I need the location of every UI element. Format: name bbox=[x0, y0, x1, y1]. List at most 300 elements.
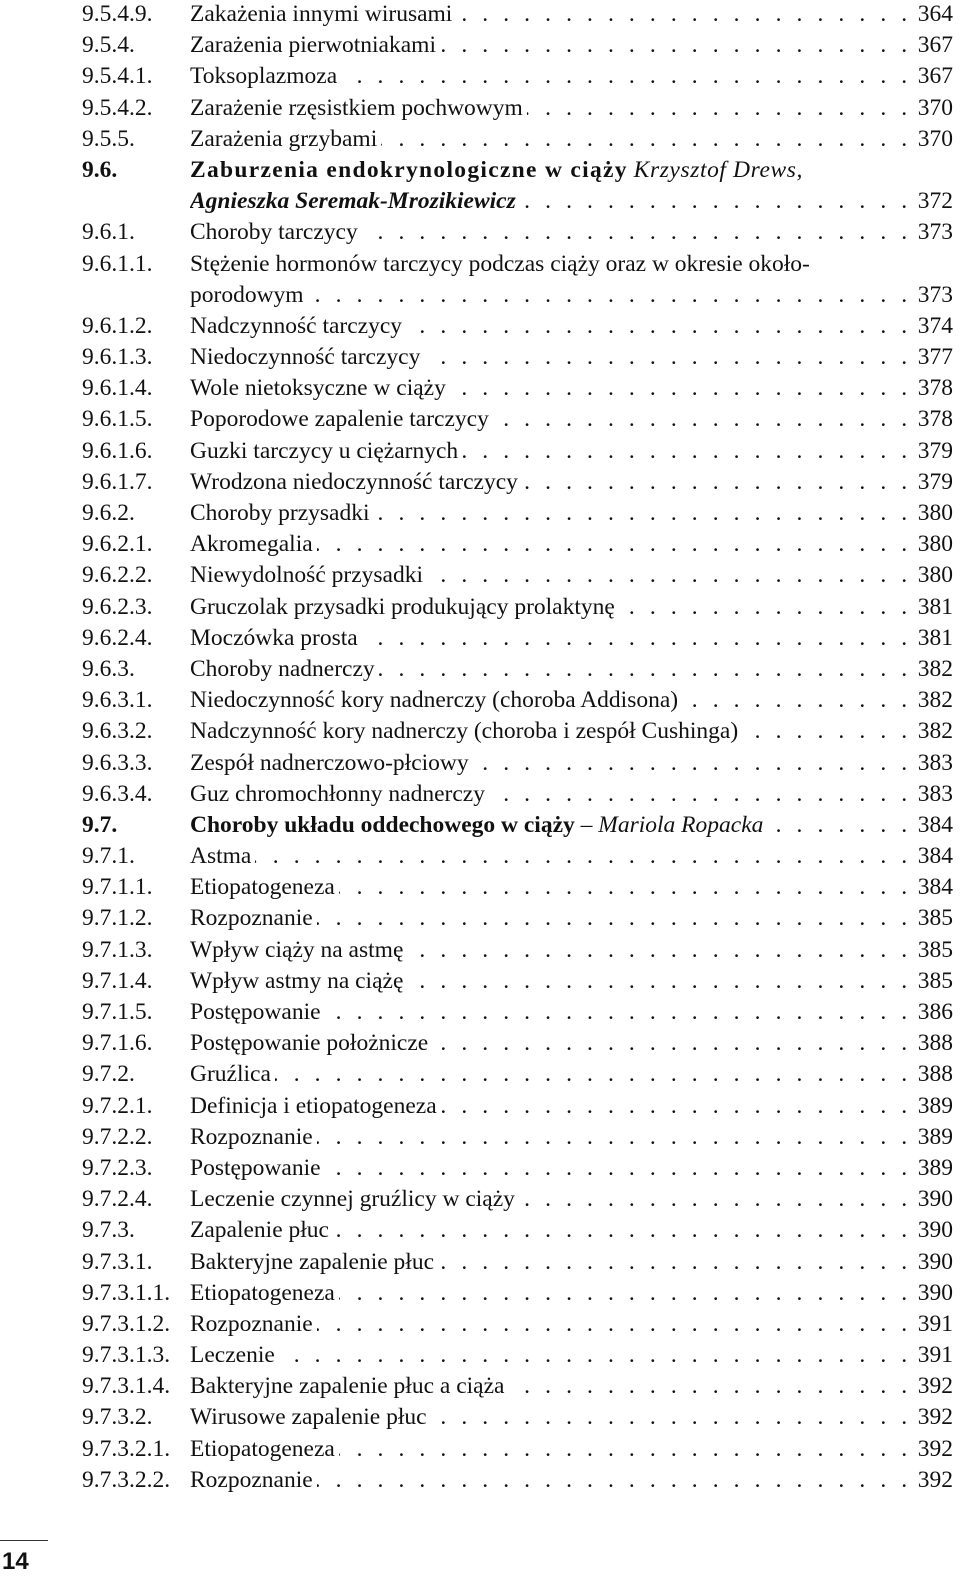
toc-line bbox=[82, 1435, 953, 1466]
toc-title-cell bbox=[190, 312, 953, 340]
toc-title-text: Zarażenia grzybami bbox=[190, 125, 378, 152]
toc-page: 382 bbox=[917, 655, 953, 682]
leader-dots bbox=[441, 1092, 912, 1120]
toc-number: 9.7.1.5. bbox=[82, 999, 153, 1025]
toc-entry bbox=[82, 343, 953, 374]
toc-entry bbox=[82, 811, 953, 842]
toc-title-text: Zespół nadnerczowo-płciowy bbox=[190, 749, 469, 776]
toc-page: 392 bbox=[917, 1373, 953, 1400]
toc-page: 391 bbox=[917, 1310, 953, 1337]
toc-title bbox=[190, 967, 403, 995]
toc-line bbox=[82, 1123, 953, 1154]
toc-line bbox=[82, 936, 953, 967]
toc-number: 9.6.1.6. bbox=[82, 437, 153, 464]
toc-number: 9.6.1.2. bbox=[82, 312, 153, 339]
toc-title bbox=[190, 1248, 434, 1276]
toc-title-cell bbox=[190, 1060, 953, 1088]
toc-number: 9.7.1. bbox=[82, 843, 135, 870]
toc-title bbox=[190, 405, 489, 433]
toc-page: 383 bbox=[917, 749, 953, 776]
toc-page: 373 bbox=[917, 219, 953, 246]
toc-line bbox=[82, 998, 953, 1029]
toc-line bbox=[82, 312, 953, 343]
leader-dots bbox=[522, 468, 912, 496]
toc-title-text: Etiopatogeneza bbox=[190, 1279, 335, 1306]
toc-page: 381 bbox=[917, 624, 953, 651]
toc-title-text: Zakażenia innymi wirusami bbox=[190, 1, 453, 27]
toc-line bbox=[82, 0, 953, 31]
toc-title-cell bbox=[190, 1185, 953, 1213]
toc-title-text: Guzki tarczycy u ciężarnych bbox=[190, 437, 459, 464]
toc-number: 9.6.1. bbox=[82, 219, 135, 246]
toc-line bbox=[82, 811, 953, 842]
toc-entry bbox=[82, 1372, 953, 1403]
leader-dots bbox=[317, 904, 912, 932]
leader-dots bbox=[374, 499, 912, 527]
toc-title bbox=[190, 1123, 313, 1151]
toc-entry bbox=[82, 437, 953, 468]
toc-number: 9.6. bbox=[82, 156, 118, 183]
toc-title-cell bbox=[190, 1435, 953, 1463]
toc-entry bbox=[82, 530, 953, 561]
leader-dots bbox=[339, 873, 912, 901]
toc-number: 9.7.3.2.2. bbox=[82, 1466, 171, 1493]
toc-line bbox=[82, 1341, 953, 1372]
toc-title-cell bbox=[190, 343, 953, 371]
toc-title bbox=[190, 218, 358, 246]
toc-number: 9.7.3.2.1. bbox=[82, 1435, 171, 1462]
toc-entry bbox=[82, 717, 953, 748]
toc-title bbox=[190, 1435, 335, 1463]
toc-title-cell bbox=[190, 156, 953, 184]
toc-entry bbox=[82, 468, 953, 499]
leader-dots bbox=[317, 1310, 912, 1338]
toc-title-text: Rozpoznanie bbox=[190, 1310, 313, 1337]
toc-title-cell bbox=[190, 374, 953, 402]
toc-title-text: Zarażenie rzęsistkiem pochwowym bbox=[190, 94, 523, 121]
table-of-contents bbox=[82, 0, 953, 1497]
toc-title bbox=[190, 904, 313, 932]
toc-page: 382 bbox=[917, 687, 953, 714]
toc-entry bbox=[82, 655, 953, 686]
leader-dots bbox=[255, 842, 911, 870]
toc-title bbox=[190, 686, 678, 714]
toc-page: 392 bbox=[917, 1466, 953, 1493]
toc-entry bbox=[82, 31, 953, 62]
toc-line bbox=[82, 780, 953, 811]
leader-dots bbox=[362, 624, 912, 652]
toc-number: 9.5.4.2. bbox=[82, 94, 153, 121]
toc-entry bbox=[82, 842, 953, 873]
toc-line bbox=[82, 1466, 953, 1497]
toc-entry bbox=[82, 1435, 953, 1466]
toc-number: 9.6.3.3. bbox=[82, 749, 153, 776]
toc-entry bbox=[82, 250, 953, 312]
leader-dots bbox=[440, 31, 912, 59]
toc-number: 9.7.1.6. bbox=[82, 1030, 153, 1057]
toc-page: 379 bbox=[917, 437, 953, 464]
toc-line bbox=[82, 717, 953, 748]
toc-title-cell bbox=[190, 125, 953, 153]
toc-title-cell bbox=[190, 749, 953, 777]
toc-title-text: Niewydolność przysadki bbox=[190, 562, 423, 589]
toc-page: 390 bbox=[917, 1248, 953, 1275]
toc-page: 370 bbox=[917, 125, 953, 152]
toc-page: 384 bbox=[917, 874, 953, 901]
toc-number: 9.6.3.4. bbox=[82, 780, 153, 807]
toc-number: 9.5.4. bbox=[82, 32, 135, 59]
toc-number: 9.7.1.1. bbox=[82, 874, 153, 901]
page-number-text: 14 bbox=[2, 1548, 29, 1575]
toc-title-text: Postępowanie bbox=[190, 1154, 321, 1181]
toc-title bbox=[190, 936, 403, 964]
toc-line bbox=[82, 842, 953, 873]
toc-line bbox=[82, 686, 953, 717]
toc-title-cell bbox=[190, 593, 953, 621]
toc-title bbox=[190, 1403, 427, 1431]
toc-line bbox=[82, 94, 953, 125]
leader-dots bbox=[279, 1341, 912, 1369]
toc-line bbox=[82, 1029, 953, 1060]
toc-number: 9.7. bbox=[82, 811, 118, 838]
toc-number: 9.7.1.4. bbox=[82, 967, 153, 994]
toc-entry bbox=[82, 405, 953, 436]
toc-title-cell bbox=[190, 998, 953, 1026]
leader-dots bbox=[341, 62, 912, 90]
page-number bbox=[0, 1540, 48, 1579]
toc-number: 9.6.3.1. bbox=[82, 687, 153, 714]
toc-title-cell bbox=[190, 1279, 953, 1307]
toc-title-text: Stężenie hormonów tarczycy podczas ciąży oraz w okresie około- bbox=[190, 250, 810, 277]
toc-number: 9.6.2.2. bbox=[82, 562, 153, 589]
toc-title-cell bbox=[190, 405, 953, 433]
leader-dots bbox=[333, 1216, 912, 1244]
toc-title bbox=[190, 468, 518, 496]
toc-title-cell bbox=[190, 624, 953, 652]
toc-line bbox=[82, 1092, 953, 1123]
toc-line bbox=[82, 655, 953, 686]
toc-page: 367 bbox=[917, 63, 953, 90]
toc-title bbox=[190, 593, 615, 621]
toc-title-text: Toksoplazmoza bbox=[190, 63, 338, 90]
toc-title-text: Guz chromochłonny nadnerczy bbox=[190, 780, 485, 807]
leader-dots bbox=[767, 811, 911, 839]
toc-title bbox=[190, 873, 335, 901]
toc-title-text: Wirusowe zapalenie płuc bbox=[190, 1404, 427, 1431]
leader-dots bbox=[325, 1154, 912, 1182]
toc-line bbox=[82, 31, 953, 62]
toc-title-text: Gruźlica bbox=[190, 1061, 271, 1088]
toc-entry bbox=[82, 1403, 953, 1434]
toc-page: 374 bbox=[917, 312, 953, 339]
leader-dots bbox=[619, 593, 912, 621]
toc-line bbox=[82, 468, 953, 499]
toc-title-text: Nadczynność tarczycy bbox=[190, 312, 403, 339]
toc-title-text: Zarażenia pierwotniakami bbox=[190, 32, 436, 59]
toc-number: 9.6.3. bbox=[82, 655, 135, 682]
toc-title bbox=[190, 437, 458, 465]
leader-dots bbox=[450, 374, 912, 402]
toc-title-cell bbox=[190, 904, 953, 932]
toc-line bbox=[82, 624, 953, 655]
toc-entry bbox=[82, 1060, 953, 1091]
toc-title bbox=[190, 1310, 313, 1338]
toc-title bbox=[190, 1341, 275, 1369]
leader-dots bbox=[432, 1029, 912, 1057]
toc-entry bbox=[82, 624, 953, 655]
toc-title-text: Choroby przysadki bbox=[190, 500, 370, 526]
toc-title-cell bbox=[190, 468, 953, 496]
leader-dots bbox=[682, 686, 912, 714]
toc-entry bbox=[82, 1341, 953, 1372]
toc-title-text: Niedoczynność kory nadnerczy (choroba Addisona) bbox=[190, 687, 679, 714]
leader-dots bbox=[473, 749, 912, 777]
toc-line bbox=[82, 1185, 953, 1216]
toc-number: 9.7.2.1. bbox=[82, 1092, 153, 1119]
toc-line bbox=[82, 156, 953, 187]
toc-entry bbox=[82, 1123, 953, 1154]
leader-dots bbox=[438, 1248, 912, 1276]
toc-title-text: Leczenie bbox=[190, 1342, 275, 1369]
toc-number: 9.7.3.1.4. bbox=[82, 1373, 171, 1400]
toc-page: 378 bbox=[917, 406, 953, 433]
toc-entry bbox=[82, 1248, 953, 1279]
toc-entry bbox=[82, 499, 953, 530]
toc-line bbox=[82, 62, 953, 93]
toc-page: 367 bbox=[917, 32, 953, 59]
leader-dots bbox=[308, 281, 912, 309]
toc-page: 391 bbox=[917, 1342, 953, 1369]
toc-page: 383 bbox=[917, 780, 953, 807]
toc-number: 9.7.3.1.3. bbox=[82, 1342, 171, 1369]
leader-dots bbox=[317, 1123, 912, 1151]
leader-dots bbox=[317, 530, 912, 558]
toc-title bbox=[190, 1372, 504, 1400]
toc-title bbox=[190, 655, 375, 683]
leader-dots bbox=[379, 655, 912, 683]
toc-page: 390 bbox=[917, 1217, 953, 1244]
toc-title bbox=[190, 1466, 313, 1494]
toc-title-text: Wpływ astmy na ciążę bbox=[190, 967, 404, 994]
toc-page: 385 bbox=[917, 967, 953, 994]
toc-page: 381 bbox=[917, 593, 953, 620]
toc-title-cell bbox=[190, 780, 953, 808]
toc-title-cell bbox=[190, 1372, 953, 1400]
toc-title-text: Zaburzenia endokrynologiczne w ciąży bbox=[190, 156, 628, 183]
toc-title-text: Poporodowe zapalenie tarczycy bbox=[190, 406, 489, 433]
toc-number: 9.6.2. bbox=[82, 500, 135, 526]
toc-title-cell bbox=[190, 655, 953, 683]
toc-page: 386 bbox=[917, 999, 953, 1025]
toc-title-cell bbox=[190, 1154, 953, 1182]
toc-page: 382 bbox=[917, 718, 953, 745]
toc-title bbox=[190, 312, 402, 340]
toc-title-cell bbox=[190, 499, 953, 527]
toc-title bbox=[190, 0, 452, 28]
toc-title-text: Leczenie czynnej gruźlicy w ciąży bbox=[190, 1186, 515, 1213]
toc-title-cell bbox=[190, 1216, 953, 1244]
toc-title-cell bbox=[190, 281, 953, 309]
toc-line bbox=[82, 374, 953, 405]
toc-title bbox=[190, 1185, 515, 1213]
toc-title bbox=[190, 1154, 321, 1182]
toc-title-cell bbox=[190, 187, 953, 215]
toc-line bbox=[82, 125, 953, 156]
toc-title bbox=[190, 343, 420, 371]
toc-line bbox=[82, 1216, 953, 1247]
toc-number: 9.7.2. bbox=[82, 1061, 135, 1088]
toc-title-cell bbox=[190, 1248, 953, 1276]
toc-page: 385 bbox=[917, 905, 953, 932]
toc-title bbox=[190, 811, 763, 839]
toc-line bbox=[82, 218, 953, 249]
toc-number: 9.7.2.2. bbox=[82, 1123, 153, 1150]
toc-page: 380 bbox=[917, 562, 953, 589]
toc-title bbox=[190, 530, 313, 558]
toc-entry bbox=[82, 1092, 953, 1123]
toc-number: 9.7.3.1. bbox=[82, 1248, 153, 1275]
toc-page: 392 bbox=[917, 1404, 953, 1431]
toc-entry bbox=[82, 125, 953, 156]
toc-author: Krzysztof Drews, bbox=[633, 156, 804, 183]
toc-entry bbox=[82, 1466, 953, 1497]
toc-title-text: Etiopatogeneza bbox=[190, 1435, 335, 1462]
toc-line bbox=[82, 250, 953, 281]
toc-line bbox=[82, 530, 953, 561]
toc-title-cell bbox=[190, 1341, 953, 1369]
toc-number: 9.6.1.1. bbox=[82, 250, 153, 277]
toc-title-cell bbox=[190, 94, 953, 122]
toc-page: 380 bbox=[917, 531, 953, 558]
toc-title-cell bbox=[190, 31, 953, 59]
toc-title-cell bbox=[190, 1029, 953, 1057]
leader-dots bbox=[489, 780, 912, 808]
leader-dots bbox=[325, 998, 912, 1026]
toc-line bbox=[82, 593, 953, 624]
toc-title-cell bbox=[190, 1310, 953, 1338]
toc-entry bbox=[82, 156, 953, 218]
leader-dots bbox=[508, 1372, 911, 1400]
toc-line bbox=[82, 499, 953, 530]
toc-entry bbox=[82, 936, 953, 967]
toc-number: 9.6.3.2. bbox=[82, 718, 153, 745]
toc-title-text: Zapalenie płuc bbox=[190, 1217, 329, 1244]
toc-title bbox=[190, 1029, 428, 1057]
toc-title-cell bbox=[190, 811, 953, 839]
toc-page: 370 bbox=[917, 94, 953, 121]
toc-number: 9.5.5. bbox=[82, 125, 135, 152]
toc-title bbox=[190, 1279, 335, 1307]
toc-title-text: Choroby nadnerczy bbox=[190, 655, 375, 682]
toc-entry bbox=[82, 218, 953, 249]
leader-dots bbox=[456, 0, 911, 28]
toc-entry bbox=[82, 1185, 953, 1216]
toc-entry bbox=[82, 94, 953, 125]
toc-title-text: Nadczynność kory nadnerczy (choroba i zespół Cushinga) bbox=[190, 718, 739, 745]
toc-number: 9.6.1.3. bbox=[82, 344, 153, 371]
toc-title-text: Wole nietoksyczne w ciąży bbox=[190, 375, 446, 402]
toc-number: 9.7.2.3. bbox=[82, 1154, 153, 1181]
toc-title-cell bbox=[190, 717, 953, 745]
toc-title bbox=[190, 62, 337, 90]
toc-title bbox=[190, 624, 358, 652]
leader-dots bbox=[527, 94, 912, 122]
toc-title-cell bbox=[190, 1466, 953, 1494]
toc-title-cell bbox=[190, 561, 953, 589]
toc-page: 385 bbox=[917, 936, 953, 963]
toc-title-cell bbox=[190, 873, 953, 901]
toc-line bbox=[82, 904, 953, 935]
toc-number: 9.6.1.5. bbox=[82, 406, 153, 433]
toc-page: 378 bbox=[917, 375, 953, 402]
toc-title-text: Postępowanie bbox=[190, 999, 321, 1025]
toc-page: 373 bbox=[917, 281, 953, 308]
toc-title-text: Bakteryjne zapalenie płuc a ciąża bbox=[190, 1373, 505, 1400]
toc-page: 390 bbox=[917, 1186, 953, 1213]
toc-title-text: Choroby tarczycy bbox=[190, 219, 358, 246]
toc-title bbox=[190, 31, 436, 59]
toc-title-cell bbox=[190, 686, 953, 714]
toc-entry bbox=[82, 873, 953, 904]
toc-title-text: Wpływ ciąży na astmę bbox=[190, 936, 404, 963]
toc-entry bbox=[82, 780, 953, 811]
toc-title bbox=[190, 1092, 437, 1120]
toc-number: 9.6.2.4. bbox=[82, 624, 153, 651]
toc-number: 9.7.3.1.2. bbox=[82, 1310, 171, 1337]
leader-dots bbox=[339, 1279, 912, 1307]
toc-number: 9.7.3.2. bbox=[82, 1404, 153, 1431]
toc-title-text: Etiopatogeneza bbox=[190, 874, 335, 901]
toc-title bbox=[190, 561, 423, 589]
toc-page: 372 bbox=[917, 188, 953, 215]
toc-number: 9.5.4.1. bbox=[82, 63, 153, 90]
toc-page: 377 bbox=[917, 344, 953, 371]
leader-dots bbox=[407, 967, 911, 995]
toc-title bbox=[190, 749, 469, 777]
toc-line bbox=[82, 561, 953, 592]
toc-title-cell bbox=[190, 936, 953, 964]
toc-title bbox=[190, 125, 377, 153]
toc-line bbox=[82, 281, 953, 312]
toc-line bbox=[82, 1310, 953, 1341]
toc-entry bbox=[82, 0, 953, 31]
toc-line bbox=[82, 873, 953, 904]
toc-entry bbox=[82, 1154, 953, 1185]
toc-entry bbox=[82, 1216, 953, 1247]
toc-title bbox=[190, 374, 446, 402]
toc-title-cell bbox=[190, 250, 953, 278]
leader-dots bbox=[427, 561, 912, 589]
leader-dots bbox=[462, 437, 912, 465]
toc-page: 392 bbox=[917, 1435, 953, 1462]
toc-author: – Mariola Ropacka bbox=[580, 811, 764, 838]
toc-title-text: Rozpoznanie bbox=[190, 1466, 313, 1493]
toc-title bbox=[190, 842, 251, 870]
toc-number: 9.7.3. bbox=[82, 1217, 135, 1244]
toc-line bbox=[82, 1279, 953, 1310]
toc-entry bbox=[82, 593, 953, 624]
leader-dots bbox=[424, 343, 911, 371]
leader-dots bbox=[275, 1060, 912, 1088]
toc-title-continuation: porodowym bbox=[190, 281, 304, 308]
toc-page: 388 bbox=[917, 1061, 953, 1088]
leader-dots bbox=[406, 312, 912, 340]
toc-title-text: Definicja i etiopatogeneza bbox=[190, 1092, 437, 1119]
toc-page: 379 bbox=[917, 468, 953, 495]
toc-number: 9.7.1.3. bbox=[82, 936, 153, 963]
leader-dots bbox=[493, 405, 912, 433]
toc-entry bbox=[82, 561, 953, 592]
